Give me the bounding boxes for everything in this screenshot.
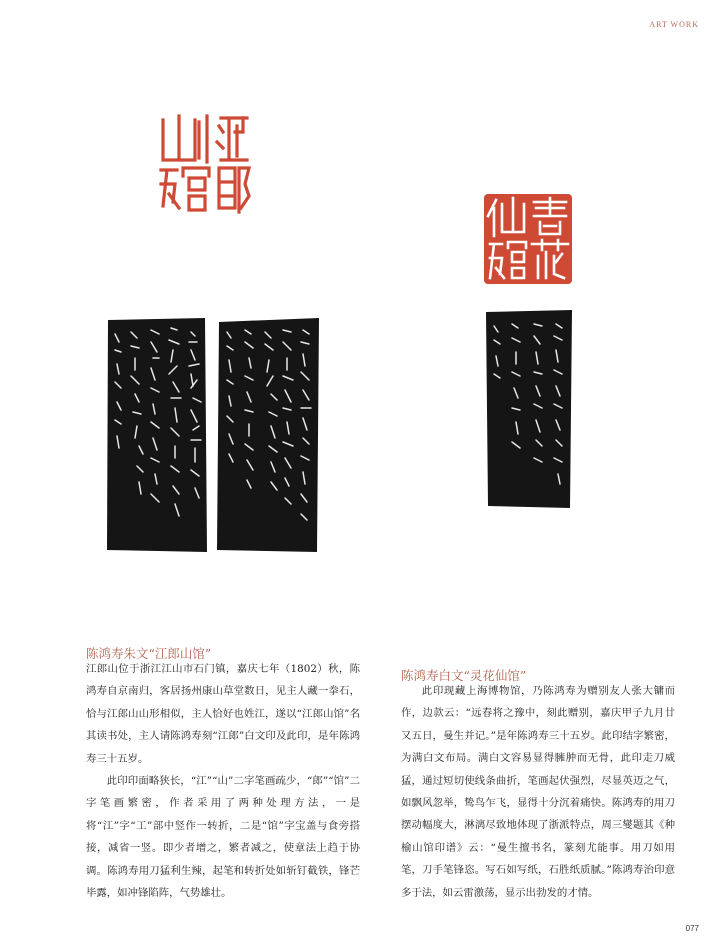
seal-jianglang-shanguan-image [155, 112, 253, 216]
side-inscription-rubbing-right [484, 308, 574, 510]
left-article-body [86, 658, 360, 904]
seal-linghua-xianguan-image [484, 194, 572, 284]
left-article-title: 陈鸿寿朱文“江郎山馆” [86, 646, 212, 661]
right-article-body [401, 680, 675, 904]
side-inscription-rubbing-left [105, 316, 208, 554]
section-tag: ART WORK [649, 20, 699, 29]
left-article-paragraph-2: 此印印面略狭长，“江”“山”二字笔画疏少，“郎”“馆”二字笔画繁密，作者采用了两种处理方法，一是将“江”字“工”部中竖作一转折，二是“馆”字宝盖与食旁搭接，减省一竖。即少者增之，繁者减之，使章法上趋于协调。陈鸿寿用刀猛利生辣，起笔和转折处如斩钉截铁，锋芒毕露，如冲锋陷阵，气势雄壮。 [86, 775, 360, 900]
side-inscription-rubbing-middle [215, 316, 321, 554]
right-article-title: 陈鸿寿白文“灵花仙馆” [401, 668, 527, 683]
left-article-paragraph-1: 江郎山位于浙江江山市石门镇，嘉庆七年（1802）秋，陈鸿寿自京南归，客居扬州康山草堂数日，见主人藏一拳石，恰与江郎山山形相似，主人恰好也姓江，遂以“江郎山馆”名其读书处，主人请陈鸿寿刻“江郎”白文印及此印，是年陈鸿寿三十五岁。 [86, 663, 360, 765]
page-number: 077 [685, 924, 699, 933]
right-article-paragraph-1: 此印现藏上海博物馆，乃陈鸿寿为赠别友人张大镛而作，边款云：“远春将之豫中，刻此赠别，嘉庆甲子九月廿又五日，曼生并记。”是年陈鸿寿三十五岁。此印结字繁密，为满白文布局。满白文容易显得臃肿而无骨，此印走刀威猛，通过短切使线条曲折，笔画起伏强烈，尽显英迈之气，如飘风忽举，鸷鸟乍飞，显得十分沉着痛快。陈鸿寿的用刀摆动幅度大，淋漓尽致地体现了浙派特点，周三燮题其《种榆山馆印谱》云：“曼生擅书名，篆刻尤能事。用刀如用笔，刀手笔锋恣。写石如写纸，石胜纸质腻。”陈鸿寿治印意多于法，如云雷激荡，显示出勃发的才情。 [401, 685, 675, 899]
